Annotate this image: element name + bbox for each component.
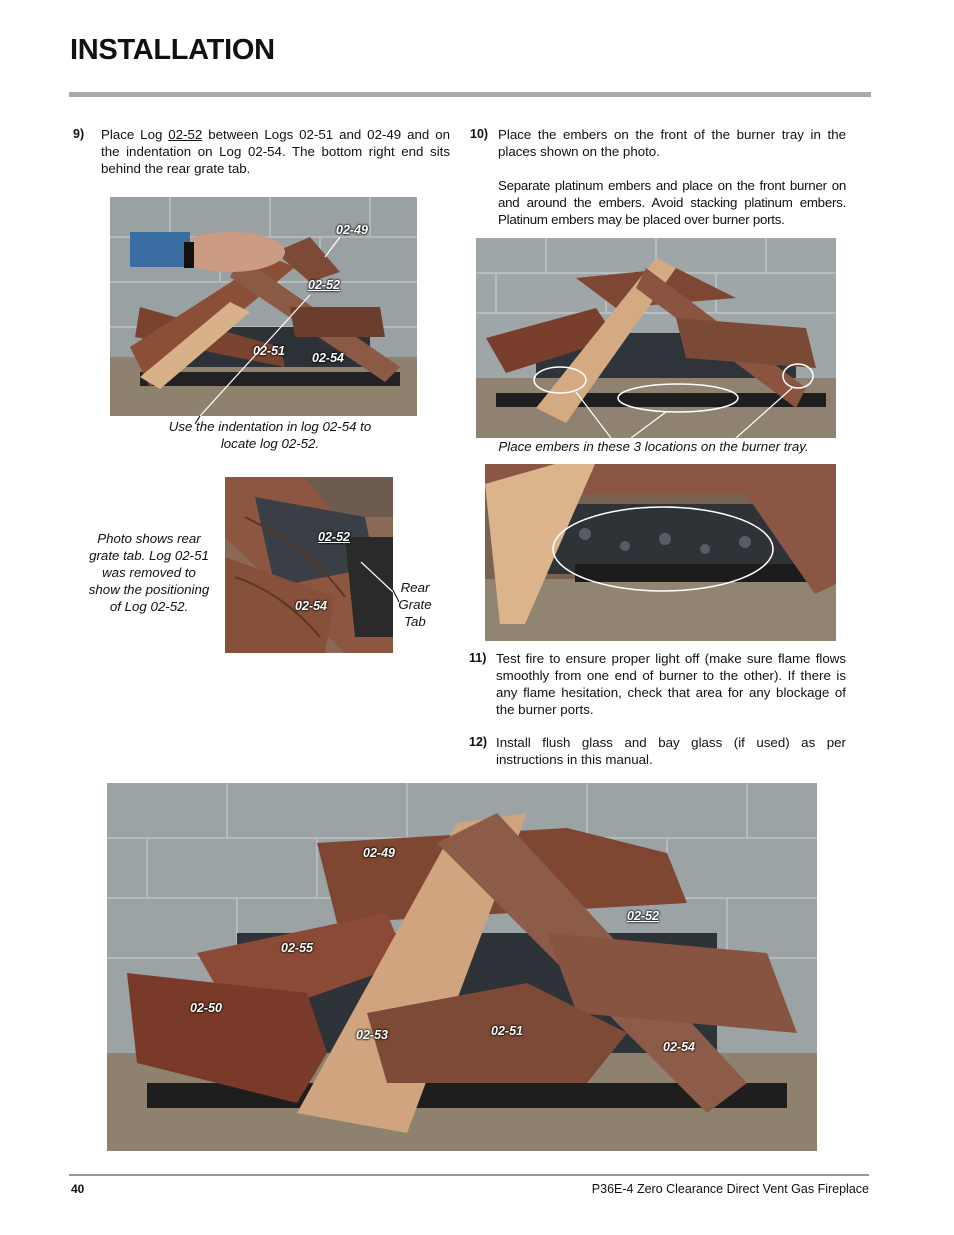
page-title: INSTALLATION <box>70 34 275 66</box>
photo1-caption-line2: locate log 02-52. <box>220 436 320 451</box>
step-10 <box>470 126 846 228</box>
step-11-number: 11) <box>469 651 487 665</box>
photo5-label-02-49: 02-49 <box>363 846 395 860</box>
step-12-text: Install flush glass and bay glass (if used) as per instructions in this manual. <box>496 735 846 767</box>
photo2-caption-left <box>78 530 220 615</box>
photo-complete-log-set <box>107 783 817 1151</box>
photo2-caption-line5: of Log 02-52. <box>109 599 189 614</box>
footer-document-title: P36E-4 Zero Clearance Direct Vent Gas Fireplace <box>591 1182 869 1196</box>
step-12 <box>469 734 846 768</box>
photo1-label-02-52: 02-52 <box>308 278 340 292</box>
header-rule <box>69 92 871 97</box>
photo-rear-grate-tab <box>225 477 393 653</box>
photo5-label-02-53: 02-53 <box>356 1028 388 1042</box>
rear-grate-tab-line1: Rear <box>400 580 430 595</box>
step-9-number: 9) <box>73 127 85 141</box>
photo1-caption <box>140 418 400 452</box>
photo-ember-locations <box>476 238 836 438</box>
step-10-number: 10) <box>470 127 489 141</box>
photo2-caption-line3: was removed to <box>102 565 196 580</box>
photo5-label-02-51: 02-51 <box>491 1024 523 1038</box>
photo3-caption: Place embers in these 3 locations on the burner tray. <box>498 439 809 454</box>
step-10-text-p2: Separate platinum embers and place on the front burner on and around the embers. Avoid stacking platinum embers. Platinum embers may be placed over burner ports. <box>498 178 846 227</box>
step-9-text-post: between Logs 02-51 and 02-49 and on the indentation on Log 02-54. The bottom right end sits behind the rear grate tab. <box>101 127 450 176</box>
step-9-text-pre: Place Log <box>101 127 169 142</box>
footer-rule <box>69 1174 869 1176</box>
step-9 <box>73 126 450 177</box>
step-12-number: 12) <box>469 735 488 749</box>
photo1-label-02-51: 02-51 <box>253 344 285 358</box>
photo5-label-02-52: 02-52 <box>627 909 659 923</box>
photo2-caption-right <box>392 579 438 630</box>
step-11-text: Test fire to ensure proper light off (make sure flame flows smoothly from one end of burner to the other). If there is any flame hesitation, check that area for any blockage of the burner ports. <box>496 651 846 717</box>
step-11 <box>469 650 846 718</box>
photo1-label-02-49: 02-49 <box>336 223 368 237</box>
photo2-label-02-54: 02-54 <box>295 599 327 613</box>
rear-grate-tab-line3: Tab <box>404 614 426 629</box>
photo5-label-02-55: 02-55 <box>281 941 313 955</box>
photo2-caption-line4: show the positioning <box>88 582 210 597</box>
photo5-label-02-50: 02-50 <box>190 1001 222 1015</box>
photo2-caption-line2: grate tab. Log 02-51 <box>89 548 209 563</box>
step-9-text <box>101 126 450 177</box>
photo-ember-closeup <box>485 464 836 641</box>
photo1-label-02-54: 02-54 <box>312 351 344 365</box>
step-10-text-p1: Place the embers on the front of the burner tray in the places shown on the photo. <box>498 127 846 159</box>
page-number: 40 <box>71 1182 85 1196</box>
photo1-caption-line1: Use the indentation in log 02-54 to <box>168 419 372 434</box>
photo-log-placement <box>110 197 417 416</box>
rear-grate-tab-line2: Grate <box>398 597 432 612</box>
step-9-log-ref: 02-52 <box>168 127 203 142</box>
photo5-label-02-54: 02-54 <box>663 1040 695 1054</box>
photo2-label-02-52: 02-52 <box>318 530 350 544</box>
photo2-caption-line1: Photo shows rear <box>97 531 201 546</box>
